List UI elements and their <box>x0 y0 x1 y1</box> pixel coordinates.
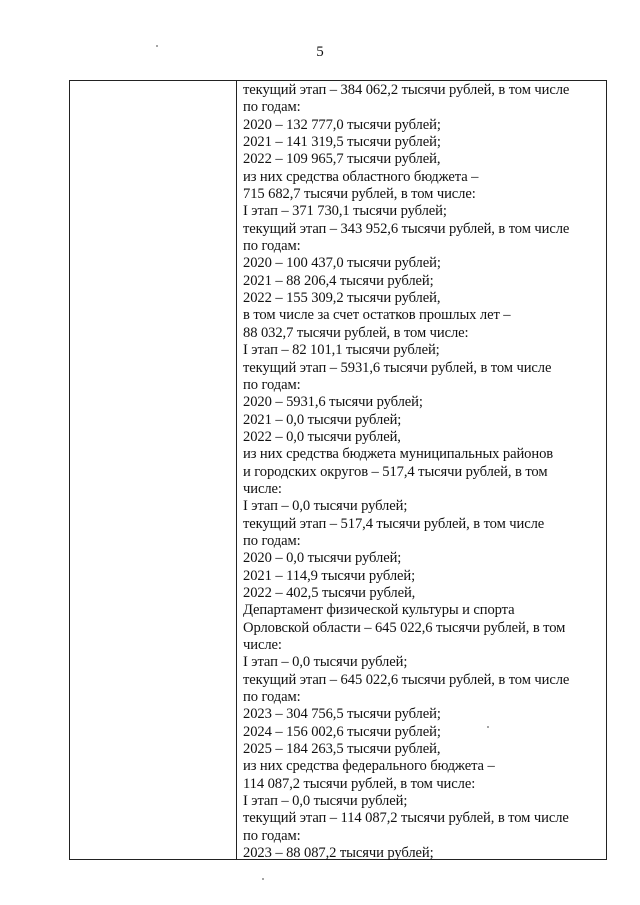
text-line: 2023 – 88 087,2 тысячи рублей; <box>243 845 434 862</box>
text-line: текущий этап – 517,4 тысячи рублей, в том числе <box>243 515 545 532</box>
text-line: I этап – 82 101,1 тысячи рублей; <box>243 342 440 359</box>
scan-speck <box>262 878 264 880</box>
text-line: текущий этап – 645 022,6 тысячи рублей, в том числе <box>243 671 570 688</box>
scan-speck <box>487 726 489 728</box>
text-line: текущий этап – 384 062,2 тысячи рублей, в том числе <box>243 82 570 98</box>
table-right-cell <box>243 82 600 862</box>
text-line: в том числе за счет остатков прошлых лет – <box>243 307 511 324</box>
text-line: 2021 – 88 206,4 тысячи рублей; <box>243 272 434 289</box>
text-line: 2022 – 402,5 тысячи рублей, <box>243 584 416 601</box>
text-line: 2023 – 304 756,5 тысячи рублей; <box>243 706 441 723</box>
text-line: Департамент физической культуры и спорта <box>243 602 515 619</box>
text-line: числе: <box>243 480 282 497</box>
text-line: Орловской области – 645 022,6 тысячи рублей, в том <box>243 619 566 636</box>
text-line: текущий этап – 114 087,2 тысячи рублей, в том числе <box>243 810 569 827</box>
text-line: по годам: <box>243 689 301 706</box>
text-line: 2021 – 141 319,5 тысячи рублей; <box>243 134 441 151</box>
content-table <box>69 80 607 860</box>
text-line: из них средства федерального бюджета – <box>243 758 495 775</box>
text-line: 2020 – 132 777,0 тысячи рублей; <box>243 116 441 133</box>
text-line: по годам: <box>243 99 301 116</box>
text-line: I этап – 0,0 тысячи рублей; <box>243 793 408 810</box>
text-line: 88 032,7 тысячи рублей, в том числе: <box>243 324 469 341</box>
table-left-cell <box>70 81 236 859</box>
text-line: 2020 – 0,0 тысячи рублей; <box>243 550 402 567</box>
text-line: по годам: <box>243 376 301 393</box>
text-line: 2024 – 156 002,6 тысячи рублей; <box>243 723 441 740</box>
text-line: 2020 – 100 437,0 тысячи рублей; <box>243 255 441 272</box>
text-line: по годам: <box>243 532 301 549</box>
text-line: 2022 – 0,0 тысячи рублей, <box>243 428 401 445</box>
text-line: I этап – 0,0 тысячи рублей; <box>243 654 408 671</box>
text-line: 2025 – 184 263,5 тысячи рублей, <box>243 741 441 758</box>
text-line: из них средства областного бюджета – <box>243 168 479 185</box>
text-line: 2022 – 109 965,7 тысячи рублей, <box>243 151 441 168</box>
page-number: 5 <box>316 44 324 60</box>
text-line: 2021 – 0,0 тысячи рублей; <box>243 411 402 428</box>
column-divider <box>236 81 237 859</box>
text-line: 2020 – 5931,6 тысячи рублей; <box>243 394 423 411</box>
text-line: по годам: <box>243 238 301 255</box>
text-line: текущий этап – 5931,6 тысячи рублей, в том числе <box>243 359 552 376</box>
text-line: текущий этап – 343 952,6 тысячи рублей, в том числе <box>243 220 570 237</box>
text-line: по годам: <box>243 827 301 844</box>
text-line: числе: <box>243 637 282 653</box>
text-line: I этап – 0,0 тысячи рублей; <box>243 498 408 515</box>
scan-speck <box>156 45 158 47</box>
text-line: 2021 – 114,9 тысячи рублей; <box>243 567 416 584</box>
text-line: I этап – 371 730,1 тысячи рублей; <box>243 203 447 220</box>
text-line: 715 682,7 тысячи рублей, в том числе: <box>243 186 476 203</box>
text-line: из них средства бюджета муниципальных районов <box>243 446 554 463</box>
text-line: 2022 – 155 309,2 тысячи рублей, <box>243 290 441 307</box>
text-line: и городских округов – 517,4 тысячи рублей, в том <box>243 463 548 480</box>
text-line: 114 087,2 тысячи рублей, в том числе: <box>243 775 476 792</box>
